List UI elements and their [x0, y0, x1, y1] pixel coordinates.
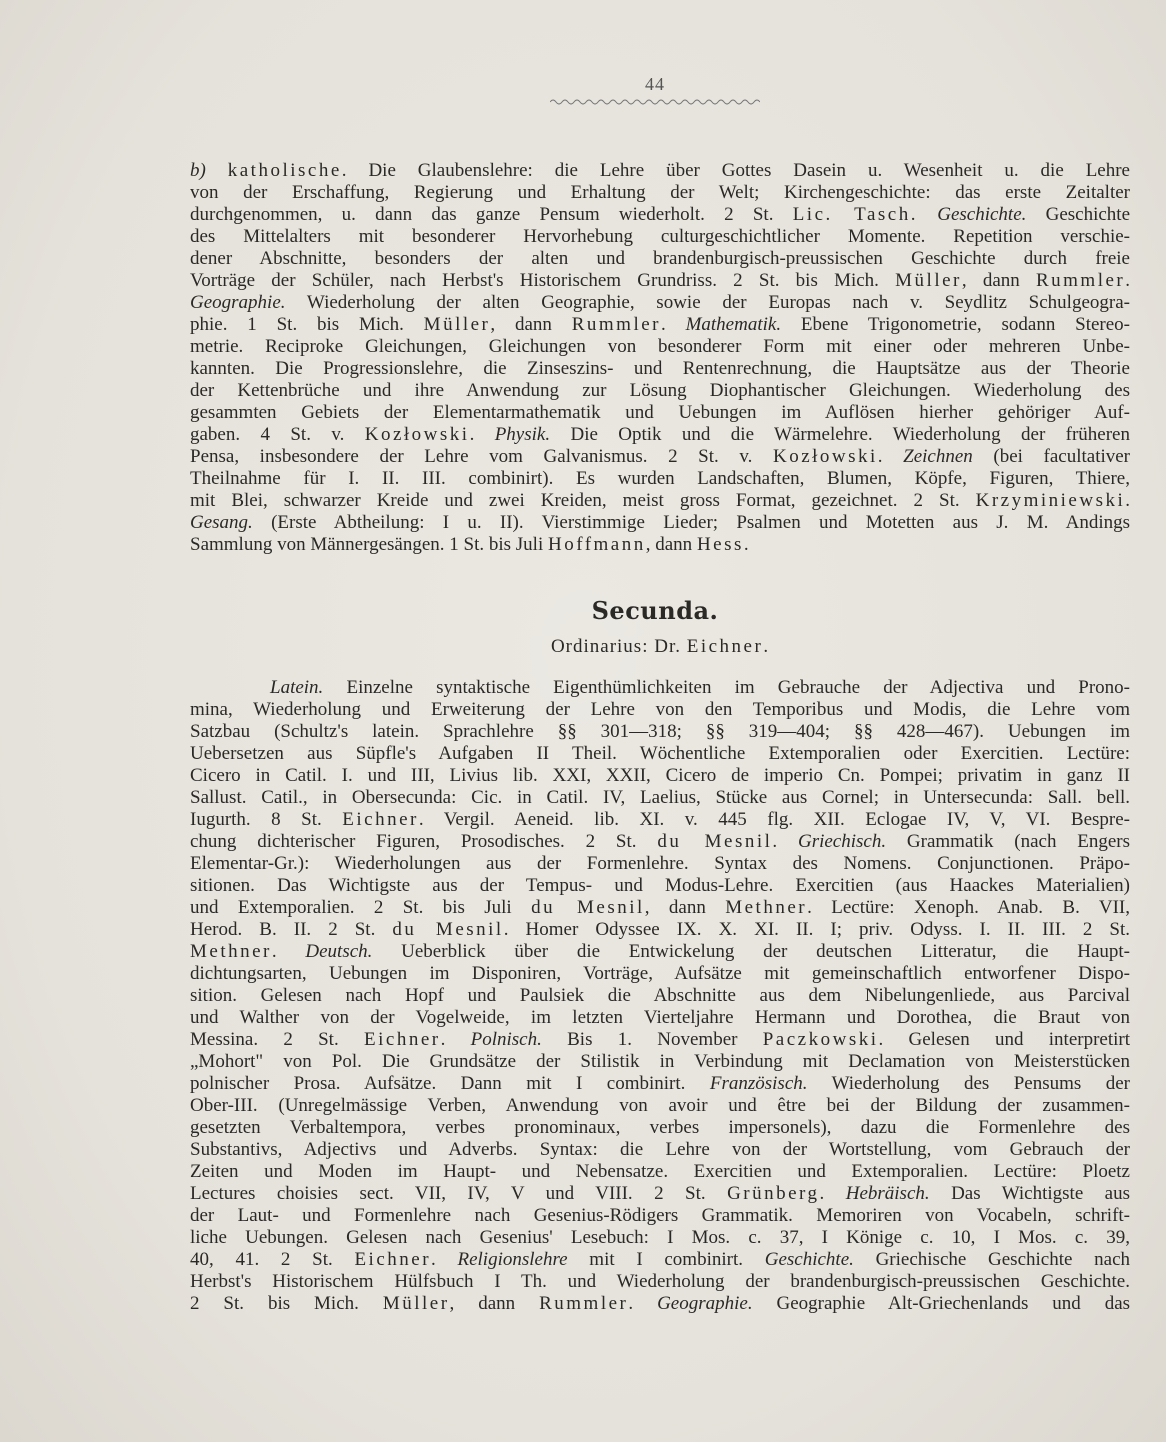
text-line: Methner. Deutsch. Ueberblick über die Entwickelung der deutschen Litteratur, die Haupt-: [190, 941, 1131, 962]
text-line: b) katholische. Die Glaubenslehre: die Lehre über Gottes Dasein u. Wesenheit u. die Lehre: [190, 160, 1130, 181]
text-line: mit Blei, schwarzer Kreide und zwei Kreiden, meist gross Format, gezeichnet. 2 St. Krzyminiewski.: [190, 490, 1130, 511]
text-line: Vorträge der Schüler, nach Herbst's Historischem Grundriss. 2 St. bis Mich. Müller, dann Rummler.: [190, 270, 1130, 291]
text-line: der Kettenbrüche und ihre Anwendung zur Lösung Diophantischer Gleichungen. Wiederholung des: [190, 380, 1130, 401]
section-heading: Secunda.: [591, 596, 719, 625]
text-line: Lectures choisies sect. VII, IV, V und VIII. 2 St. Grünberg. Hebräisch. Das Wichtigste aus: [190, 1183, 1131, 1204]
text-line: chung dichterischer Figuren, Prosodisches. 2 St. du Mesnil. Griechisch. Grammatik (nach Engers: [190, 831, 1131, 852]
text-line: kannten. Die Progressionslehre, die Zinseszins- und Rentenrechnung, die Hauptsätze aus der Theorie: [190, 358, 1130, 379]
text-line: des Mittelalters mit besonderer Hervorhebung culturgeschichtlicher Momente. Repetition verschie-: [190, 226, 1130, 247]
text-line: Satzbau (Schultz's latein. Sprachlehre §§ 301—318; §§ 319—404; §§ 428—467). Uebungen im: [190, 721, 1130, 742]
ornament-rule: [550, 94, 760, 106]
text-line: Iugurth. 8 St. Eichner. Vergil. Aeneid. lib. XI. v. 445 flg. XII. Eclogae IV, V, VI. Bespre-: [190, 809, 1130, 830]
text-line: Latein. Einzelne syntaktische Eigenthümlichkeiten im Gebrauche der Adjectiva und Prono-: [270, 677, 1130, 698]
text-line: Ober-III. (Unregelmässige Verben, Anwendung von avoir und être bei der Bildung der zusammen-: [190, 1095, 1130, 1116]
text-line: phie. 1 St. bis Mich. Müller, dann Rummler. Mathematik. Ebene Trigonometrie, sodann Stereo-: [190, 314, 1131, 335]
text-line: von der Erschaffung, Regierung und Erhaltung der Welt; Kirchengeschichte: das erste Zeitalter: [190, 182, 1130, 203]
text-line: Herod. B. II. 2 St. du Mesnil. Homer Odyssee IX. X. XI. II. I; priv. Odyss. I. II. III. 2 St.: [190, 919, 1131, 940]
text-line: Messina. 2 St. Eichner. Polnisch. Bis 1. November Paczkowski. Gelesen und interpretirt: [190, 1029, 1130, 1050]
text-line: gaben. 4 St. v. Kozłowski. Physik. Die Optik und die Wärmelehre. Wiederholung der früheren: [190, 424, 1130, 445]
text-line: Geographie. Wiederholung der alten Geographie, sowie der Europas nach v. Seydlitz Schulgeogra-: [190, 292, 1130, 313]
text-line: Pensa, insbesondere der Lehre vom Galvanismus. 2 St. v. Kozłowski. Zeichnen (bei facultativer: [190, 446, 1131, 467]
text-line: mina, Wiederholung und Erweiterung der Lehre von den Temporibus und Modis, die Lehre vom: [190, 699, 1130, 720]
text-line: Theilnahme für I. II. III. combinirt). Es wurden Landschaften, Blumen, Köpfe, Figuren, Thiere,: [190, 468, 1130, 489]
text-line: sition. Gelesen nach Hopf und Paulsiek die Abschnitte aus dem Nibelungenliede, aus Parcival: [190, 985, 1130, 1006]
text-line: gesammten Gebiets der Elementarmathematik und Uebungen im Auflösen hierher gehöriger Auf-: [190, 402, 1130, 423]
text-line: und Walther von der Vogelweide, im letzten Vierteljahre Hermann und Dorothea, die Braut von: [190, 1007, 1130, 1028]
text-line: Elementar-Gr.): Wiederholungen aus der Formenlehre. Syntax des Nomens. Conjunctionen. Präpo-: [190, 853, 1130, 874]
text-line: Substantivs, Adjectivs und Adverbs. Syntax: die Lehre von der Wortstellung, vom Gebrauch der: [190, 1139, 1130, 1160]
text-line: und Extemporalien. 2 St. bis Juli du Mesnil, dann Methner. Lectüre: Xenoph. Anab. B. VII,: [190, 897, 1131, 918]
text-line: Gesang. (Erste Abtheilung: I u. II). Vierstimmige Lieder; Psalmen und Motetten aus J. M. Andings: [190, 512, 1130, 533]
text-line: metrie. Reciproke Gleichungen, Gleichungen von besonderer Form mit einer oder mehreren Unbe-: [190, 336, 1130, 357]
text-line: liche Uebungen. Gelesen nach Gesenius' Lesebuch: I Mos. c. 37, I Könige c. 10, I Mos. c. 39,: [190, 1227, 1130, 1248]
section-secunda: [190, 677, 1130, 1315]
ordinarius-line: Ordinarius: Dr. Eichner.: [550, 636, 770, 657]
text-line: Sallust. Catil., in Obersecunda: Cic. in Catil. IV, Laelius, Stücke aus Cornel; in Untersecunda: Sall. bell.: [190, 787, 1130, 808]
page-number: 44: [645, 74, 665, 94]
text-line: durchgenommen, u. dann das ganze Pensum wiederholt. 2 St. Lic. Tasch. Geschichte. Geschichte: [190, 204, 1131, 225]
text-line: 2 St. bis Mich. Müller, dann Rummler. Geographie. Geographie Alt-Griechenlands und das: [190, 1293, 1131, 1314]
text-line: polnischer Prosa. Aufsätze. Dann mit I combinirt. Französisch. Wiederholung des Pensums der: [190, 1073, 1130, 1094]
text-line: Zeiten und Moden im Haupt- und Nebensatze. Exercitien und Extemporalien. Lectüre: Ploetz: [190, 1161, 1130, 1182]
text-line: dener Abschnitte, besonders der alten und brandenburgisch-preussischen Geschichte durch freie: [190, 248, 1130, 269]
section-katholische: [190, 160, 1130, 556]
text-line: sitionen. Das Wichtigste aus der Tempus- und Modus-Lehre. Exercitien (aus Haackes Materialien): [190, 875, 1130, 896]
text-line: Sammlung von Männergesängen. 1 St. bis Juli Hoffmann, dann Hess.: [190, 534, 749, 555]
text-line: 40, 41. 2 St. Eichner. Religionslehre mit I combinirt. Geschichte. Griechische Geschichte nach: [190, 1249, 1130, 1270]
text-line: „Mohort" von Pol. Die Grundsätze der Stilistik in Verbindung mit Declamation von Meisterstücken: [190, 1051, 1130, 1072]
text-line: dichtungsarten, Uebungen im Disponiren, Vorträge, Aufsätze mit gemeinschaftlich entworfener Dispo-: [190, 963, 1130, 984]
text-line: Uebersetzen aus Süpfle's Aufgaben II Theil. Wöchentliche Extemporalien oder Exercitien. Lectüre:: [190, 743, 1130, 764]
text-line: Cicero in Catil. I. und III, Livius lib. XXI, XXII, Cicero de imperio Cn. Pompei; privatim in ganz II: [190, 765, 1130, 786]
text-line: gesetzten Verbaltempora, verbes pronominaux, verbes impersonels), dazu die Formenlehre des: [190, 1117, 1130, 1138]
text-line: Herbst's Historischem Hülfsbuch I Th. und Wiederholung der brandenburgisch-preussischen Geschichte.: [190, 1271, 1130, 1292]
text-line: der Laut- und Formenlehre nach Gesenius-Rödigers Grammatik. Memoriren von Vocabeln, schrift-: [190, 1205, 1130, 1226]
